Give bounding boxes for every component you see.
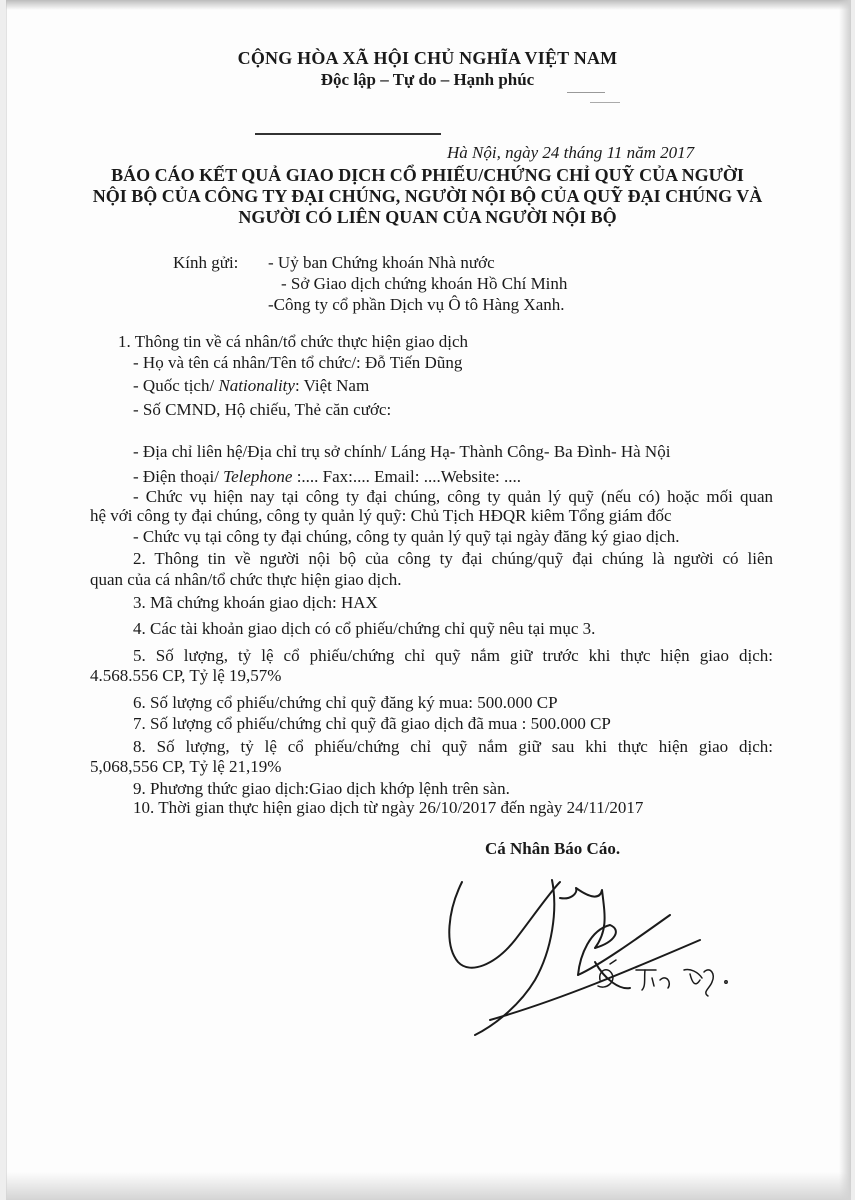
scan-mark bbox=[590, 102, 620, 103]
separator-rule bbox=[255, 133, 441, 135]
report-title-line-3: NGƯỜI CÓ LIÊN QUAN CỦA NGƯỜI NỘI BỘ bbox=[238, 207, 617, 227]
scan-mark bbox=[567, 92, 605, 93]
section-8-line-2: 5,068,556 CP, Tỷ lệ 21,19% bbox=[90, 757, 282, 776]
section-5-line-2: 4.568.556 CP, Tỷ lệ 19,57% bbox=[90, 666, 282, 685]
id-card: - Số CMND, Hộ chiếu, Thẻ căn cước: bbox=[133, 400, 392, 419]
national-title: CỘNG HÒA XÃ HỘI CHỦ NGHĨA VIỆT NAM bbox=[237, 48, 618, 68]
section-8-line-1: 8. Số lượng, tỷ lệ cổ phiếu/chứng chỉ quỹ nắm giữ sau khi thực hiện giao dịch: bbox=[133, 737, 773, 756]
recipient-1: - Uỷ ban Chứng khoán Nhà nước bbox=[268, 253, 495, 272]
date-line: Hà Nội, ngày 24 tháng 11 năm 2017 bbox=[447, 143, 695, 162]
scan-shadow-bottom bbox=[6, 1172, 851, 1200]
scan-shadow-top bbox=[6, 0, 851, 10]
position-at-registration: - Chức vụ tại công ty đại chúng, công ty quản lý quỹ tại ngày đăng ký giao dịch. bbox=[133, 527, 680, 546]
section-1-heading: 1. Thông tin về cá nhân/tổ chức thực hiện giao dịch bbox=[118, 332, 468, 351]
section-6: 6. Số lượng cổ phiếu/chứng chỉ quỹ đăng ký mua: 500.000 CP bbox=[133, 693, 558, 712]
recipients-label: Kính gửi: bbox=[173, 253, 239, 272]
address: - Địa chỉ liên hệ/Địa chỉ trụ sở chính/ Láng Hạ- Thành Công- Ba Đình- Hà Nội bbox=[133, 442, 671, 461]
report-title-line-2: NỘI BỘ CỦA CÔNG TY ĐẠI CHÚNG, NGƯỜI NỘI BỘ CỦA QUỸ ĐẠI CHÚNG VÀ bbox=[92, 186, 763, 206]
section-2-line-1: 2. Thông tin về người nội bộ của công ty đại chúng/quỹ đại chúng là người có liên bbox=[133, 549, 773, 568]
nationality: - Quốc tịch/ Nationality: Việt Nam bbox=[133, 376, 370, 395]
report-title-line-1: BÁO CÁO KẾT QUẢ GIAO DỊCH CỔ PHIẾU/CHỨNG CHỈ QUỸ CỦA NGƯỜI bbox=[111, 165, 744, 185]
motto: Độc lập – Tự do – Hạnh phúc bbox=[320, 70, 535, 89]
section-4: 4. Các tài khoản giao dịch có cổ phiếu/chứng chỉ quỹ nêu tại mục 3. bbox=[133, 619, 596, 638]
position-line-1: - Chức vụ hiện nay tại công ty đại chúng, công ty quản lý quỹ (nếu có) hoặc mối quan bbox=[133, 487, 773, 506]
section-10: 10. Thời gian thực hiện giao dịch từ ngày 26/10/2017 đến ngày 24/11/2017 bbox=[133, 798, 644, 817]
section-5-line-1: 5. Số lượng, tỷ lệ cổ phiếu/chứng chỉ quỹ nắm giữ trước khi thực hiện giao dịch: bbox=[133, 646, 773, 665]
section-9: 9. Phương thức giao dịch:Giao dịch khớp lệnh trên sàn. bbox=[133, 779, 510, 798]
section-2-line-2: quan của cá nhân/tổ chức thực hiện giao dịch. bbox=[90, 570, 402, 589]
section-3: 3. Mã chứng khoán giao dịch: HAX bbox=[133, 593, 378, 612]
holder-name: - Họ và tên cá nhân/Tên tổ chức/: Đỗ Tiến Dũng bbox=[133, 353, 463, 372]
section-7: 7. Số lượng cổ phiếu/chứng chỉ quỹ đã giao dịch đã mua : 500.000 CP bbox=[133, 714, 611, 733]
signature-label: Cá Nhân Báo Cáo. bbox=[485, 839, 621, 858]
position-line-2: hệ với công ty đại chúng, công ty quản lý quỹ: Chủ Tịch HĐQR kiêm Tổng giám đốc bbox=[90, 506, 672, 525]
recipient-2: - Sở Giao dịch chứng khoán Hồ Chí Minh bbox=[281, 274, 568, 293]
recipient-3: -Công ty cổ phần Dịch vụ Ô tô Hàng Xanh. bbox=[268, 295, 565, 314]
handwritten-signature bbox=[440, 870, 760, 1040]
phone-fax-email: - Điện thoại/ Telephone :.... Fax:.... Email: ....Website: .... bbox=[133, 467, 522, 486]
